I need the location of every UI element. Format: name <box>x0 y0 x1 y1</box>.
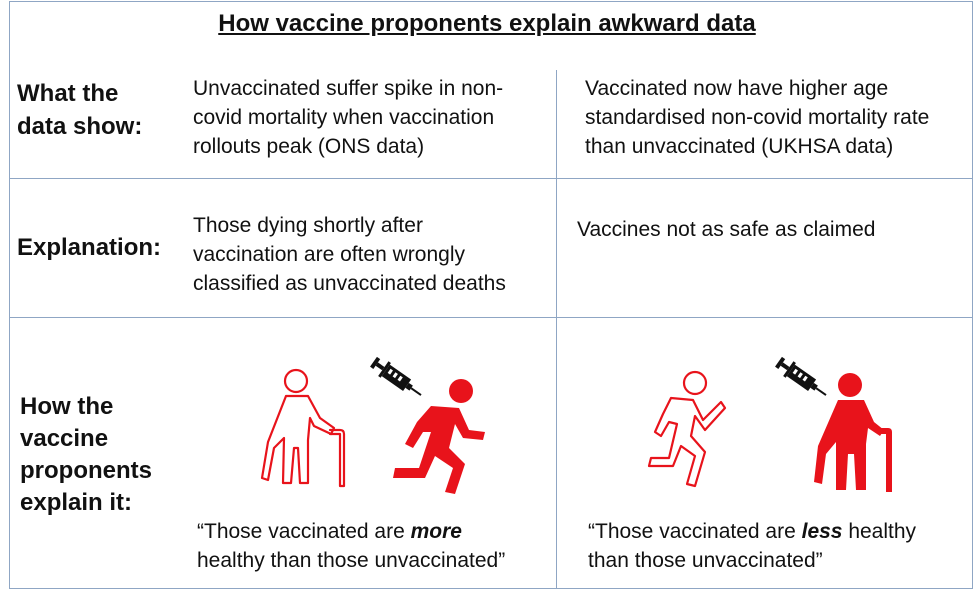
row-label-explain-it: How the vaccine proponents explain it: <box>20 393 152 516</box>
row-label-data-show: What the data show: <box>17 80 143 140</box>
running-person-outline-icon <box>645 370 730 490</box>
column-divider <box>556 70 557 589</box>
cell-explanation-left: Those dying shortly after vaccination are often wrongly classified as unvaccinated deaths <box>193 214 506 295</box>
running-person-red-icon <box>385 378 490 496</box>
row-divider <box>9 178 973 179</box>
elderly-person-red-icon <box>810 372 894 494</box>
row-divider <box>9 317 973 318</box>
cell-data-left: Unvaccinated suffer spike in non- covid mortality when vaccination rollouts peak (ONS data) <box>193 77 504 158</box>
quote-left: “Those vaccinated are more healthy than those unvaccinated” <box>197 520 506 572</box>
cell-data-right: Vaccinated now have higher age standardised non-covid mortality rate than unvaccinated (UKHSA data) <box>585 77 930 158</box>
quote-right: “Those vaccinated are less healthy than those unvaccinated” <box>588 520 917 572</box>
row-label-explanation: Explanation: <box>17 234 162 261</box>
page-title: How vaccine proponents explain awkward data <box>218 10 756 37</box>
elderly-person-outline-icon <box>256 368 346 488</box>
cell-explanation-right: Vaccines not as safe as claimed <box>577 218 876 241</box>
